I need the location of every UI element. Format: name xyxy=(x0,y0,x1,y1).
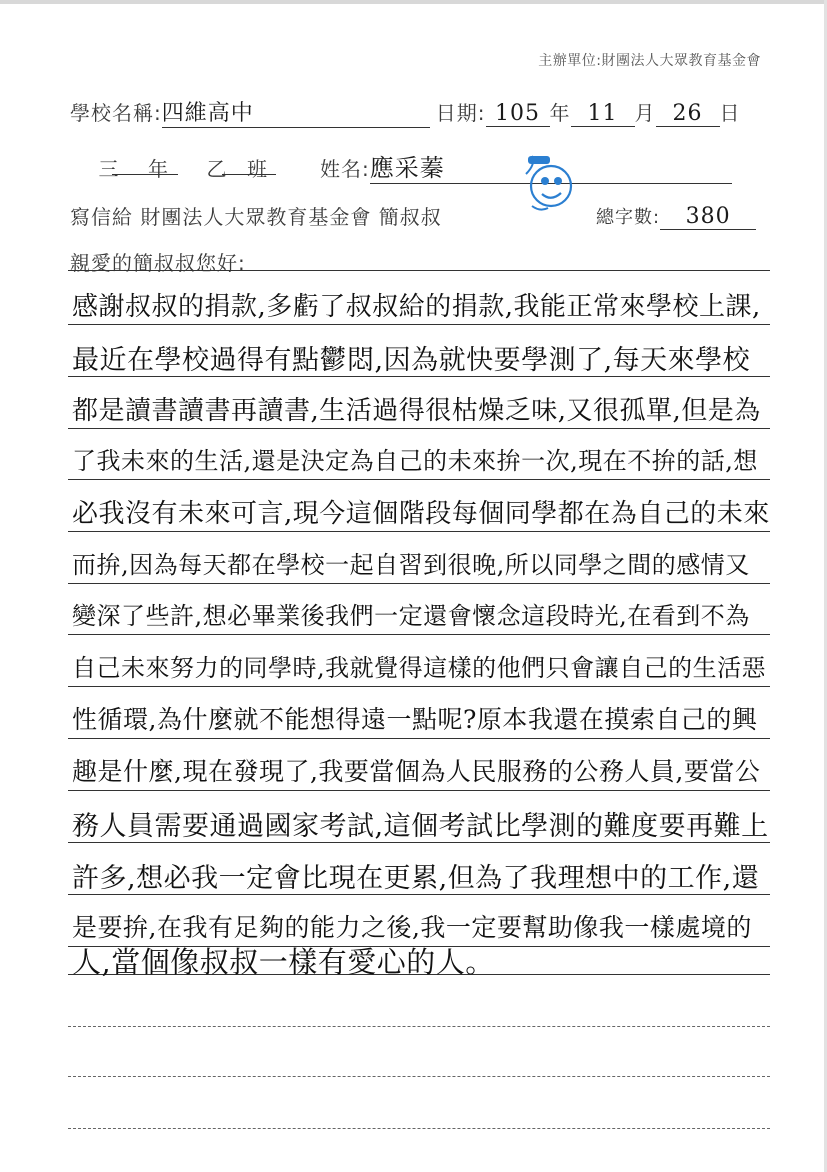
school-row xyxy=(70,96,741,128)
ruled-line xyxy=(68,531,770,532)
class-row xyxy=(70,148,732,184)
grade-label: 年 xyxy=(148,157,169,181)
letter-line: 變深了些許,想必畢業後我們一定還會懷念這段時光,在看到不為 xyxy=(72,602,750,630)
greeting-row xyxy=(70,247,246,276)
day-label: 日 xyxy=(719,101,741,125)
class-underline xyxy=(222,174,276,175)
grade-underline xyxy=(112,174,178,175)
ruled-line xyxy=(68,738,770,739)
school-label: 學校名稱: xyxy=(70,101,162,125)
scan-edge-top xyxy=(0,0,827,4)
word-count-value: 380 xyxy=(660,204,756,230)
ruled-line xyxy=(68,270,770,271)
foundation-mascot-icon xyxy=(518,150,576,214)
greeting: 親愛的簡叔叔您好: xyxy=(70,251,246,275)
letter-line: 性循環,為什麼就不能想得遠一點呢?原本我還在摸索自己的興 xyxy=(72,705,758,734)
word-count-row xyxy=(596,203,756,230)
year-label: 年 xyxy=(549,101,571,125)
school-value: 四維高中 xyxy=(162,96,430,128)
letter-line: 感謝叔叔的捐款,多虧了叔叔給的捐款,我能正常來學校上課, xyxy=(72,292,761,322)
ruled-line xyxy=(68,428,770,429)
ruled-line xyxy=(68,583,770,584)
recipient-line: 寫信給 財團法人大眾教育基金會 簡叔叔 xyxy=(70,205,442,229)
ruled-line xyxy=(68,479,770,480)
blank-line xyxy=(68,1128,770,1129)
ruled-line xyxy=(68,790,770,791)
date-day: 26 xyxy=(656,101,720,127)
letter-line: 自己未來努力的同學時,我就覺得這樣的他們只會讓自己的生活惡 xyxy=(72,654,767,682)
ruled-line xyxy=(68,686,770,687)
grade-value: 三 xyxy=(98,157,120,181)
letter-line: 而拚,因為每天都在學校一起自習到很晚,所以同學之間的感情又 xyxy=(72,551,750,579)
class-value: 乙 xyxy=(206,157,228,181)
ruled-line xyxy=(68,324,770,325)
name-value: 應采蓁 xyxy=(370,148,732,184)
letter-line: 最近在學校過得有點鬱悶,因為就快要學測了,每天來學校 xyxy=(72,345,751,376)
letter-line: 是要拚,在我有足夠的能力之後,我一定要幫助像我一樣處境的 xyxy=(72,913,752,942)
date-year: 105 xyxy=(486,101,550,127)
class-label: 班 xyxy=(247,157,268,181)
letter-line: 許多,想必我一定會比現在更累,但為了我理想中的工作,還 xyxy=(72,863,760,894)
date-month: 11 xyxy=(571,101,635,127)
letter-line: 趣是什麼,現在發現了,我要當個為人民服務的公務人員,要當公 xyxy=(72,757,761,786)
ruled-line xyxy=(68,634,770,635)
month-label: 月 xyxy=(634,101,656,125)
name-label: 姓名: xyxy=(320,157,370,181)
letter-line: 人,當個像叔叔一樣有愛心的人。 xyxy=(72,945,495,979)
letter-line: 了我未來的生活,還是決定為自己的未來拚一次,現在不拚的話,想 xyxy=(72,447,758,475)
recipient-row xyxy=(70,201,442,230)
word-count-label: 總字數: xyxy=(596,207,661,228)
blank-line xyxy=(68,1076,770,1077)
letter-line: 必我沒有未來可言,現今這個階段每個同學都在為自己的未來 xyxy=(72,499,770,529)
blank-line xyxy=(68,1026,770,1027)
letter-line: 都是讀書讀書再讀書,生活過得很枯燥乏味,又很孤單,但是為 xyxy=(72,396,761,426)
letter-line: 務人員需要通過國家考試,這個考試比學測的難度要再難上 xyxy=(72,811,769,842)
organizer-header: 主辦單位:財團法人大眾教育基金會 xyxy=(538,53,761,69)
date-label: 日期: xyxy=(435,101,486,125)
